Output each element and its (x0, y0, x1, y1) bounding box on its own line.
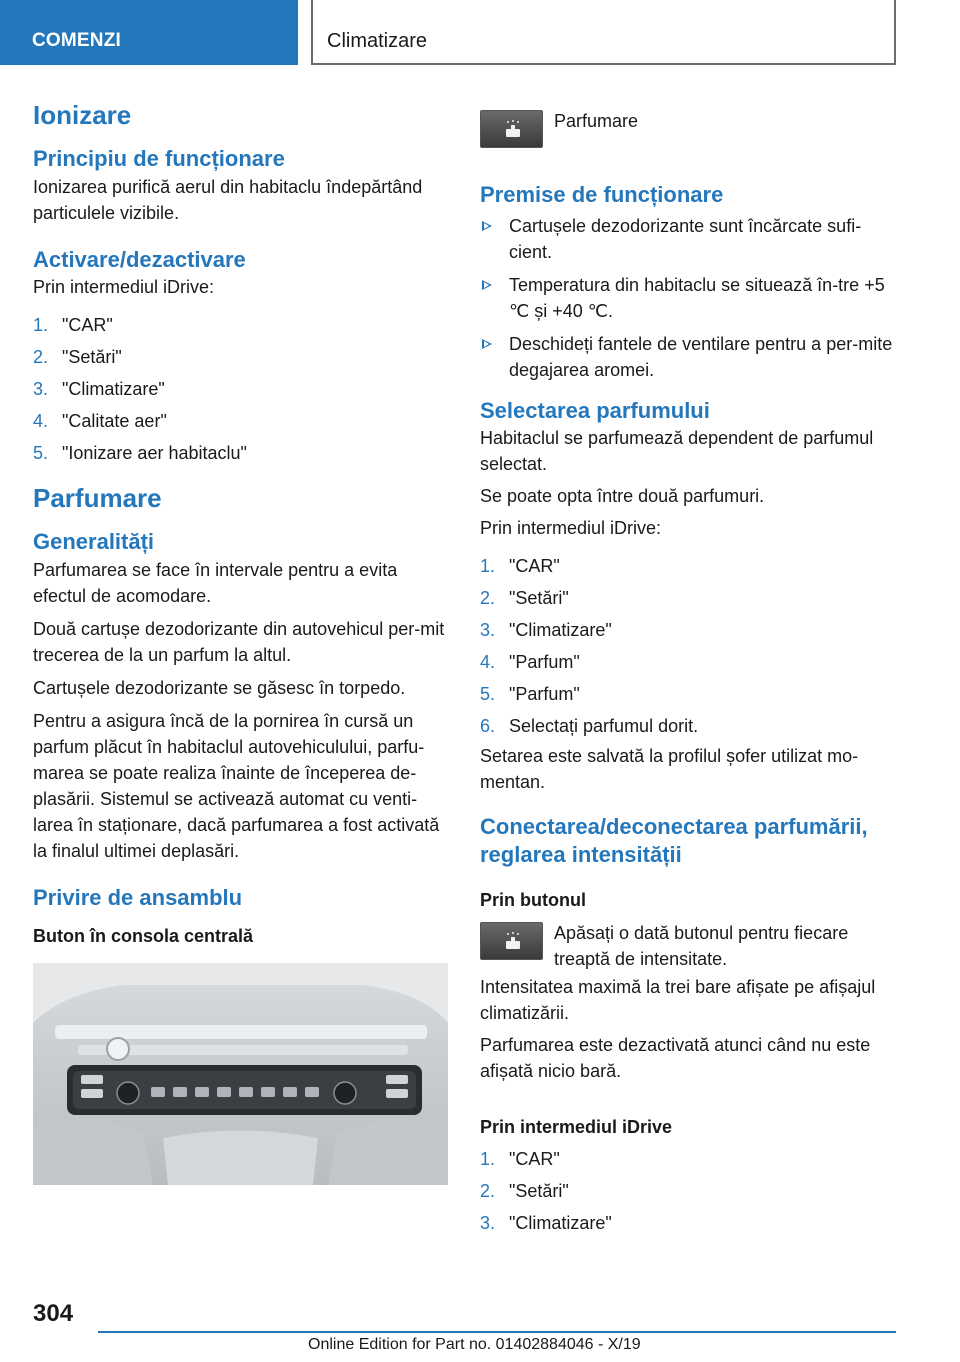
step-number: 1. (480, 556, 496, 576)
list-item (33, 376, 448, 402)
heading-privire: Privire de ansamblu (33, 884, 243, 910)
parfumare-button-label: Parfumare (554, 111, 639, 131)
setarea-text: Setarea este salvată la profilul șofer utilizat mo-mentan. (480, 746, 859, 792)
step-number: 2. (480, 588, 496, 608)
footer-edition-text: Online Edition for Part no. 01402884046 - X/19 (308, 1336, 641, 1353)
heading-principiu: Principiu de funcționare (33, 146, 285, 172)
step-text: "CAR" (509, 556, 560, 576)
section-tab (0, 0, 298, 65)
step-text: "Climatizare" (62, 379, 165, 400)
intensity-button-row (480, 920, 900, 972)
generalitati-paragraph: Parfumarea se face în intervale pentru a evita efectul de acomodare. (33, 559, 398, 606)
list-item (480, 1146, 900, 1172)
selectarea-paragraph: Habitaclul se parfumează dependent de parfumul selectat. (480, 428, 874, 474)
triangle-bullet-icon (482, 339, 492, 349)
list-item (480, 617, 900, 643)
center-console-photo (33, 963, 448, 1185)
list-item (33, 344, 448, 370)
step-number: 2. (33, 347, 49, 368)
heading-selectarea: Selectarea parfumului (480, 397, 710, 423)
step-text: "Setări" (62, 347, 122, 368)
list-item (480, 1210, 900, 1236)
heading-ionizare: Ionizare (33, 100, 132, 130)
step-number: 3. (480, 1212, 496, 1233)
list-item (33, 440, 448, 466)
step-text: "CAR" (509, 1148, 560, 1169)
list-item (480, 649, 900, 675)
activare-intro: Prin intermediul iDrive: (33, 277, 215, 298)
step-number: 3. (33, 379, 49, 400)
list-item (480, 331, 900, 383)
intensitate-paragraph: Parfumarea este dezactivată atunci când nu este afișată nicio bară. (480, 1035, 871, 1082)
list-item (480, 213, 900, 265)
premise-text: Deschideți fantele de ventilare pentru a per-mite degajarea aromei. (509, 333, 893, 380)
step-number: 3. (480, 620, 496, 640)
step-text: "Calitate aer" (62, 411, 167, 432)
step-text: "Parfum" (509, 684, 580, 704)
step-number: 5. (33, 443, 49, 464)
step-number: 5. (480, 684, 496, 704)
heading-prin-idrive: Prin intermediul iDrive (480, 1117, 673, 1138)
prin-butonul-text: Apăsați o dată butonul pentru fiecare treaptă de intensitate. (554, 923, 849, 970)
heading-parfumare: Parfumare (33, 483, 162, 514)
generalitati-paragraph: Pentru a asigura încă de la pornirea în cursă un parfum plăcut în habitaclul autovehiculului, parfu-marea se poate realiza înainte de începerea de-plasării. Sistemul se activează automat cu venti-larea în staționare, dacă parfumarea a fost activată la finalul ultimei deplasări. (33, 710, 440, 861)
step-text: "Ionizare aer habitaclu" (62, 443, 247, 464)
heading-generalitati: Generalități (33, 529, 155, 555)
list-item (33, 408, 448, 434)
step-text: "CAR" (62, 315, 113, 336)
step-number: 1. (480, 1148, 496, 1169)
section-title: COMENZI (32, 30, 122, 51)
chapter-tab (311, 0, 896, 65)
selectarea-steps (480, 553, 900, 739)
step-number: 2. (480, 1180, 496, 1201)
left-column (33, 100, 448, 1185)
generalitati-paragraph: Două cartușe dezodorizante din autovehicul per-mit trecerea de la un parfum la altul. (33, 618, 445, 665)
parfumare-button-image (480, 110, 543, 148)
list-item (480, 713, 900, 739)
step-number: 6. (480, 716, 496, 736)
chapter-title: Climatizare (327, 30, 428, 52)
parfumare-button-row (480, 108, 900, 160)
list-item (480, 272, 900, 324)
selectarea-paragraph: Se poate opta între două parfumuri. (480, 486, 765, 506)
generalitati-paragraph: Cartușele dezodorizante se găsesc în torpedo. (33, 677, 406, 698)
triangle-bullet-icon (482, 221, 492, 231)
activare-steps (33, 312, 448, 466)
list-item (480, 681, 900, 707)
triangle-bullet-icon (482, 280, 492, 290)
fragrance-icon (502, 931, 524, 951)
step-number: 4. (480, 652, 496, 672)
footer-divider (98, 1331, 896, 1333)
list-item (480, 1178, 900, 1204)
step-text: "Climatizare" (509, 1212, 612, 1233)
right-column (480, 100, 900, 1242)
fragrance-button-image (480, 922, 543, 960)
heading-buton-consola: Buton în consola centrală (33, 926, 254, 947)
premise-text: Cartușele dezodorizante sunt încărcate sufi-cient. (509, 215, 862, 262)
page-number: 304 (33, 1300, 74, 1327)
center-console-illustration (33, 963, 448, 1185)
idrive-steps (480, 1146, 900, 1236)
list-item (33, 312, 448, 338)
premise-text: Temperatura din habitaclu se situează în-tre +5 ℃ și +40 ℃. (509, 274, 885, 321)
heading-conectarea: Conectarea/deconectarea parfumării, reglarea intensității (480, 814, 868, 867)
principiu-text: Ionizarea purifică aerul din habitaclu îndepărtând particulele vizibile. (33, 176, 423, 223)
step-text: "Setări" (509, 1180, 569, 1201)
step-text: "Parfum" (509, 652, 580, 672)
step-number: 1. (33, 315, 49, 336)
list-item (480, 585, 900, 611)
fragrance-icon (502, 119, 524, 139)
heading-prin-butonul: Prin butonul (480, 890, 586, 910)
selectarea-paragraph: Prin intermediul iDrive: (480, 518, 662, 538)
list-item (480, 553, 900, 579)
premise-list (480, 213, 900, 383)
heading-activare: Activare/dezactivare (33, 246, 246, 272)
step-text: "Setări" (509, 588, 569, 608)
step-number: 4. (33, 411, 49, 432)
step-text: Selectați parfumul dorit. (509, 716, 699, 736)
step-text: "Climatizare" (509, 620, 612, 640)
heading-premise: Premise de funcționare (480, 182, 724, 207)
intensitate-paragraph: Intensitatea maximă la trei bare afișate pe afișajul climatizării. (480, 977, 876, 1024)
